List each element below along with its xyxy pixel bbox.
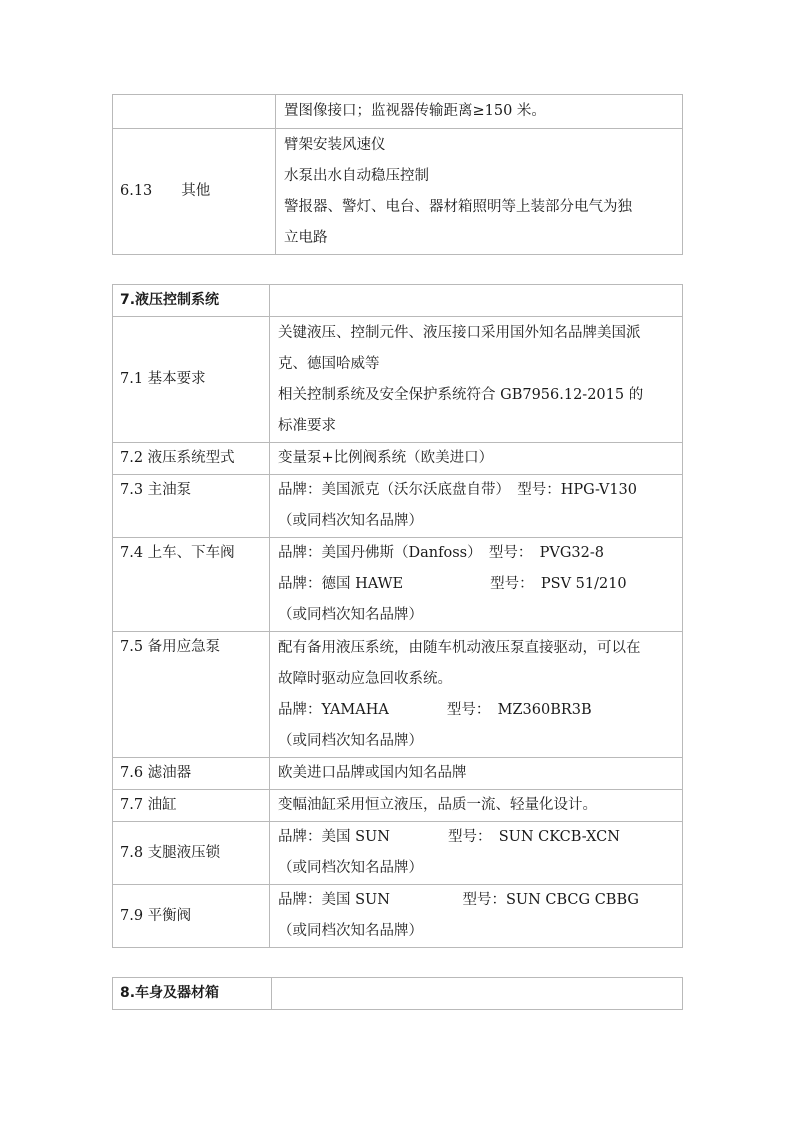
text-line: 臂架安装风速仪 — [284, 136, 386, 153]
table-row — [113, 978, 683, 1010]
text-line: 品牌：德国 HAWE 型号： PSV 51/210 — [278, 576, 627, 592]
text-line: 欧美进口品牌或国内知名品牌 — [278, 765, 467, 781]
row-label: 7.4 上车、下车阀 — [113, 538, 270, 632]
text-line: 变量泵+比例阀系统（欧美进口） — [278, 450, 494, 466]
table-section-8 — [112, 977, 683, 1010]
table-section-7 — [112, 284, 683, 948]
table-row — [113, 317, 683, 443]
row-content — [270, 758, 683, 790]
row-content — [270, 822, 683, 885]
table-row — [113, 538, 683, 632]
row-label: 6.13 其他 — [113, 129, 276, 255]
row-content — [270, 443, 683, 475]
text-line: 立电路 — [284, 229, 328, 246]
row-content — [276, 95, 683, 129]
section-heading: 7.液压控制系统 — [113, 285, 270, 317]
text-line: 品牌：美国派克（沃尔沃底盘自带） 型号：HPG-V130 — [278, 482, 637, 498]
table-section-6 — [112, 94, 683, 255]
text-line: 故障时驱动应急回收系统。 — [278, 670, 452, 687]
text-line: 克、德国哈威等 — [278, 355, 380, 372]
row-label: 7.9 平衡阀 — [113, 885, 270, 948]
table-row — [113, 790, 683, 822]
row-label: 7.6 滤油器 — [113, 758, 270, 790]
row-content — [276, 129, 683, 255]
text-line: （或同档次知名品牌） — [278, 732, 423, 749]
text-line: 关键液压、控制元件、液压接口采用国外知名品牌美国派 — [278, 324, 641, 341]
row-label: 7.7 油缸 — [113, 790, 270, 822]
row-label: 7.8 支腿液压锁 — [113, 822, 270, 885]
table-row — [113, 443, 683, 475]
row-content — [270, 475, 683, 538]
text-line: 品牌：美国丹佛斯（Danfoss） 型号： PVG32-8 — [278, 545, 604, 561]
row-content — [270, 632, 683, 758]
text-line: 变幅油缸采用恒立液压，品质一流、轻量化设计。 — [278, 797, 597, 813]
text-line: 水泵出水自动稳压控制 — [284, 167, 429, 184]
text-line: 配有备用液压系统，由随车机动液压泵直接驱动，可以在 — [278, 639, 641, 656]
table-row — [113, 822, 683, 885]
table-row — [113, 632, 683, 758]
text-line: （或同档次知名品牌） — [278, 923, 423, 939]
row-label: 7.5 备用应急泵 — [113, 632, 270, 758]
table-row — [113, 95, 683, 129]
text-line: 相关控制系统及安全保护系统符合 GB7956.12-2015 的 — [278, 386, 644, 403]
section-heading: 8.车身及器材箱 — [113, 978, 272, 1010]
row-content — [270, 317, 683, 443]
text-line: 品牌：美国 SUN 型号： SUN CKCB-XCN — [278, 829, 620, 845]
row-label-empty — [113, 95, 276, 129]
row-label: 7.2 液压系统型式 — [113, 443, 270, 475]
table-row — [113, 475, 683, 538]
table-row — [113, 758, 683, 790]
row-label: 7.3 主油泵 — [113, 475, 270, 538]
text-line: 标准要求 — [278, 417, 336, 434]
table-row — [113, 285, 683, 317]
text-line: 警报器、警灯、电台、器材箱照明等上装部分电气为独 — [284, 198, 632, 215]
row-label: 7.1 基本要求 — [113, 317, 270, 443]
table-row — [113, 129, 683, 255]
table-row — [113, 885, 683, 948]
row-content — [270, 538, 683, 632]
row-content-empty — [272, 978, 683, 1010]
text-line: 品牌：YAMAHA 型号： MZ360BR3B — [278, 701, 592, 718]
text-line: （或同档次知名品牌） — [278, 607, 423, 623]
row-content — [270, 790, 683, 822]
row-content — [270, 885, 683, 948]
text-line: 置图像接口；监视器传输距离≥150 米。 — [284, 103, 546, 119]
row-content-empty — [270, 285, 683, 317]
text-line: （或同档次知名品牌） — [278, 513, 423, 529]
text-line: （或同档次知名品牌） — [278, 860, 423, 876]
text-line: 品牌：美国 SUN 型号：SUN CBCG CBBG — [278, 892, 639, 908]
